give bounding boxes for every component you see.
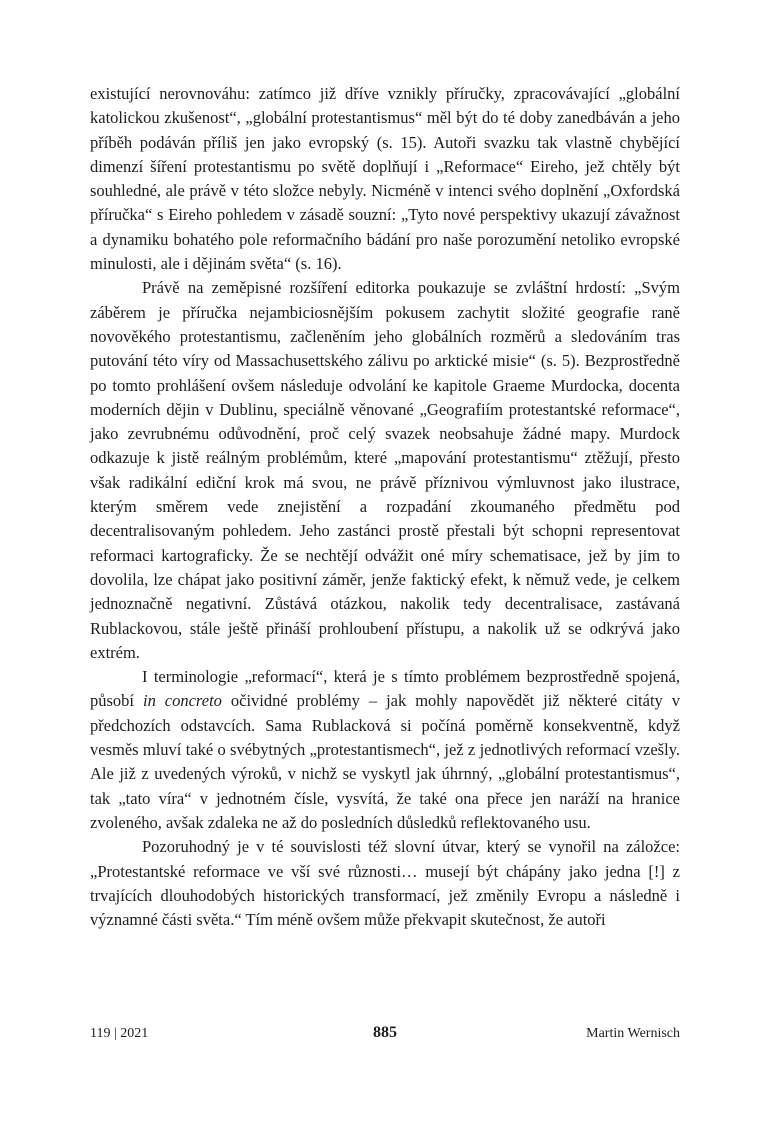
paragraph-text: existující nerovnováhu: zatímco již dříve vznikly příručky, zpracovávající „globální katolickou zkušenost“, „globální protestantismus“ měl být do té doby zanedbáván a jeho příběh podáván příliš jen jako evropský (s. 15). Autoři svazku tak vlastně chybějící dimenzí šíření protestantismu po světě doplňují i „Reformace“ Eireho, jež chtěly být souhledné, ale právě v této složce nebyly. Nicméně v intenci svého doplnění „Oxfordská příručka“ s Eireho pohledem v zásadě souzní: „Tyto nové perspektivy ukazují závažnost a dynamiku bohatého pole reformačního bádání pro naše porozumění netoliko evropské minulosti, ale i dějinám světa“ (s. 16).: [90, 84, 680, 274]
paragraph-1: [90, 82, 680, 276]
paragraph-text: I terminologie „reformací“, která je s tímto problémem bezprostředně spojená, působí: [90, 667, 680, 711]
author-name: Martin Wernisch: [586, 1026, 680, 1041]
paragraph-text: Pozoruhodný je v té souvislosti též slovní útvar, který se vynořil na záložce: „Protestantské reformace ve vší své různosti… musejí být chápány jako jedna [!] z trvajících dlouhodobých historických transformací, jež změnily Evropu a následně i významné části světa.“ Tím méně ovšem může překvapit skutečnost, že autoři: [90, 837, 680, 930]
page-number: 885: [373, 1024, 397, 1041]
journal-issue: 119 | 2021: [90, 1026, 149, 1041]
paragraph-2: [90, 276, 680, 665]
paragraph-text: Právě na zeměpisné rozšíření editorka poukazuje se zvláštní hrdostí: „Svým záběrem je příručka nejambiciosnějším pokusem zachytit složité geografie raně novověkého protestantismu, začleněním jeho globálních rozměrů a sledováním tras putování této víry od Massachusettského zálivu po arktické misie“ (s. 5). Bezprostředně po tomto prohlášení ovšem následuje odvolání ke kapitole Graeme Murdocka, docenta moderních dějin v Dublinu, speciálně věnované „Geografiím protestantské reformace“, jako zevrubnému odůvodnění, proč celý svazek neobsahuje žádné mapy. Murdock odkazuje k jistě reálným problémům, které „mapování protestantismu“ ztěžují, přesto však radikální ediční krok má svou, ne právě příznivou výmluvnost jako ilustrace, kterým směrem vede znejistění a rozpadání zkoumaného předmětu pod decentralisovaným pohledem. Jeho zastánci prostě přestali být schopni representovat reformaci kartograficky. Že se nechtějí odvážit oné míry schematisace, jež by jim to dovolila, lze chápat jako positivní záměr, jenže faktický efekt, k němuž vede, je celkem jednoznačně negativní. Zůstává otázkou, nakolik tedy decentralisace, zastávaná Rublackovou, stále ještě přináší prohloubení přístupu, a nakolik už se odkrývá jako extrém.: [90, 278, 680, 662]
article-body: [90, 82, 680, 932]
paragraph-text: očividné problémy – jak mohly napovědět již některé citáty v předchozích odstavcích. Sama Rublacková si počíná poměrně konsekventně, když vesměs mluví také o svébytných „protestantismech“, jež z jednotlivých reformací vzešly. Ale již z uvedených výroků, v nichž se vyskytl jak úhrnný, „globální protestantismus“, tak „tato víra“ v jednotném čísle, vysvítá, že také ona přece jen naráží na hranice zvoleného, avšak zdaleka ne až do posledních důsledků reflektovaného usu.: [90, 691, 680, 832]
paragraph-4: [90, 835, 680, 932]
paragraph-3: [90, 665, 680, 835]
emphasis-text: in concreto: [142, 691, 222, 711]
page-footer: [90, 1024, 680, 1048]
